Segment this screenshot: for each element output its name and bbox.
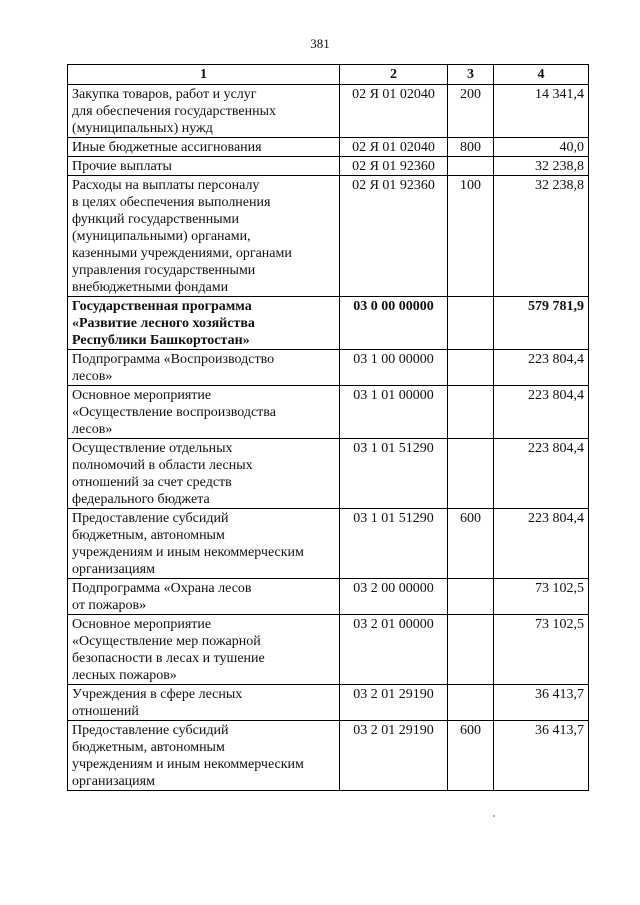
row-amount-cell: 40,0: [494, 138, 589, 157]
row-name-cell: Иные бюджетные ассигнования: [68, 138, 340, 157]
column-header-amount: 4: [494, 65, 589, 85]
row-name-cell: Прочие выплаты: [68, 157, 340, 176]
row-amount-cell: 223 804,4: [494, 509, 589, 579]
row-type-cell: 600: [448, 721, 494, 791]
row-code-cell: 03 1 00 00000: [340, 350, 448, 386]
row-name-cell: Государственная программа «Развитие лесного хозяйства Республики Башкортостан»: [68, 297, 340, 350]
row-code-cell: 03 2 00 00000: [340, 579, 448, 615]
row-code-cell: 02 Я 01 92360: [340, 157, 448, 176]
row-code-cell: 03 0 00 00000: [340, 297, 448, 350]
row-name-cell: Учреждения в сфере лесных отношений: [68, 685, 340, 721]
budget-table: [67, 64, 589, 791]
table-row: [68, 685, 589, 721]
row-code-cell: 03 2 01 29190: [340, 721, 448, 791]
row-name-cell: Закупка товаров, работ и услуг для обеспечения государственных (муниципальных) нужд: [68, 85, 340, 138]
row-amount-cell: 32 238,8: [494, 157, 589, 176]
row-code-cell: 02 Я 01 92360: [340, 176, 448, 297]
row-amount-cell: 36 413,7: [494, 721, 589, 791]
column-header-code: 2: [340, 65, 448, 85]
row-name-cell: Подпрограмма «Воспроизводство лесов»: [68, 350, 340, 386]
row-amount-cell: 579 781,9: [494, 297, 589, 350]
table-row: [68, 350, 589, 386]
row-amount-cell: 32 238,8: [494, 176, 589, 297]
row-name-cell: Предоставление субсидий бюджетным, автономным учреждениям и иным некоммерческим организациям: [68, 721, 340, 791]
table-row: [68, 439, 589, 509]
row-name-cell: Основное мероприятие «Осуществление воспроизводства лесов»: [68, 386, 340, 439]
row-code-cell: 03 2 01 29190: [340, 685, 448, 721]
row-type-cell: [448, 157, 494, 176]
row-type-cell: [448, 297, 494, 350]
table-header-row: [68, 65, 589, 85]
row-code-cell: 03 1 01 00000: [340, 386, 448, 439]
page-number: 381: [310, 36, 330, 51]
table-row: [68, 579, 589, 615]
table-row: [68, 615, 589, 685]
row-amount-cell: 223 804,4: [494, 350, 589, 386]
row-type-cell: 600: [448, 509, 494, 579]
row-name-cell: Осуществление отдельных полномочий в области лесных отношений за счет средств федерального бюджета: [68, 439, 340, 509]
table-body: [68, 85, 589, 791]
row-type-cell: [448, 439, 494, 509]
scan-dot: [493, 815, 495, 817]
row-type-cell: [448, 350, 494, 386]
row-type-cell: 800: [448, 138, 494, 157]
table-row: [68, 721, 589, 791]
row-type-cell: 200: [448, 85, 494, 138]
table-row: [68, 138, 589, 157]
row-name-cell: Предоставление субсидий бюджетным, автономным учреждениям и иным некоммерческим организациям: [68, 509, 340, 579]
table-row: [68, 386, 589, 439]
row-amount-cell: 36 413,7: [494, 685, 589, 721]
row-type-cell: 100: [448, 176, 494, 297]
row-type-cell: [448, 386, 494, 439]
row-code-cell: 02 Я 01 02040: [340, 138, 448, 157]
row-code-cell: 03 1 01 51290: [340, 439, 448, 509]
table-row: [68, 85, 589, 138]
row-type-cell: [448, 685, 494, 721]
row-amount-cell: 223 804,4: [494, 386, 589, 439]
row-amount-cell: 73 102,5: [494, 615, 589, 685]
row-code-cell: 03 2 01 00000: [340, 615, 448, 685]
table-row: [68, 509, 589, 579]
table-row: [68, 297, 589, 350]
row-amount-cell: 223 804,4: [494, 439, 589, 509]
row-amount-cell: 14 341,4: [494, 85, 589, 138]
row-name-cell: Подпрограмма «Охрана лесов от пожаров»: [68, 579, 340, 615]
row-code-cell: 02 Я 01 02040: [340, 85, 448, 138]
table-row: [68, 176, 589, 297]
column-header-type: 3: [448, 65, 494, 85]
column-header-name: 1: [68, 65, 340, 85]
row-name-cell: Основное мероприятие «Осуществление мер пожарной безопасности в лесах и тушение лесных пожаров»: [68, 615, 340, 685]
row-type-cell: [448, 615, 494, 685]
row-amount-cell: 73 102,5: [494, 579, 589, 615]
table-row: [68, 157, 589, 176]
row-name-cell: Расходы на выплаты персоналу в целях обеспечения выполнения функций государственными (муниципальными) органами, казенными учреждениями, органами управления государственными внебюджетными фондами: [68, 176, 340, 297]
row-type-cell: [448, 579, 494, 615]
row-code-cell: 03 1 01 51290: [340, 509, 448, 579]
